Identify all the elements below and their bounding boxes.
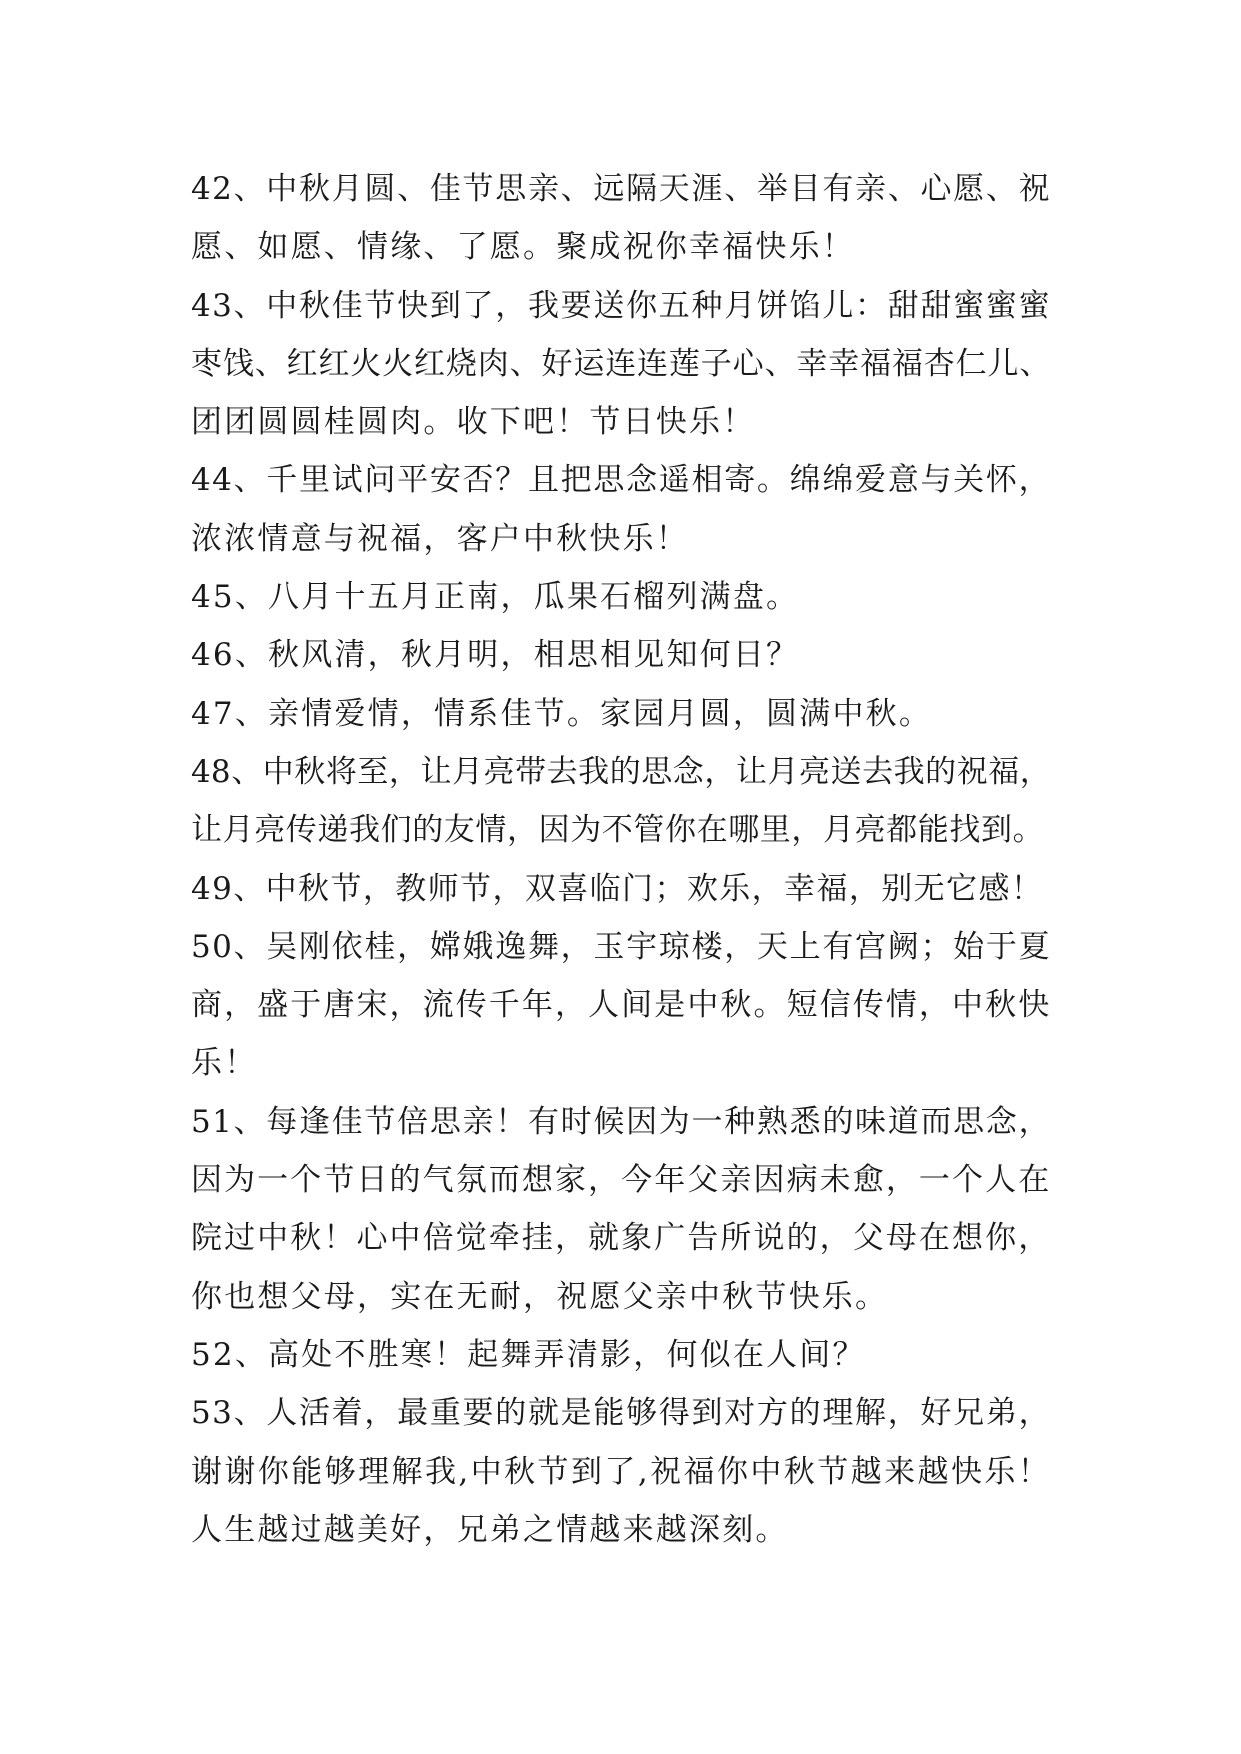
paragraph-47	[191, 685, 1051, 743]
paragraph-line: 人生越过越美好，兄弟之情越来越深刻。	[191, 1511, 789, 1548]
paragraph-line: 52、高处不胜寒！起舞弄清影，何似在人间？	[191, 1336, 866, 1373]
paragraph-line: 43、中秋佳节快到了，我要送你五种月饼馅儿：甜甜蜜蜜蜜	[191, 287, 1051, 324]
document-body	[191, 160, 1051, 1559]
paragraph-line: 45、八月十五月正南，瓜果石榴列满盘。	[191, 579, 800, 616]
paragraph-52	[191, 1326, 1051, 1384]
paragraph-line: 46、秋风清，秋月明，相思相见知何日？	[191, 637, 800, 674]
paragraph-line: 49、中秋节，教师节，双喜临门；欢乐，幸福，别无它感！	[191, 870, 1044, 907]
paragraph-48	[191, 743, 1051, 860]
paragraph-line: 团团圆圆桂圆肉。收下吧！节日快乐！	[191, 404, 756, 441]
paragraph-49	[191, 860, 1051, 918]
paragraph-53	[191, 1384, 1051, 1559]
paragraph-line: 44、千里试问平安否？且把思念遥相寄。绵绵爱意与关怀，	[191, 462, 1051, 499]
paragraph-51	[191, 1093, 1051, 1326]
paragraph-line: 浓浓情意与祝福，客户中秋快乐！	[191, 520, 689, 557]
paragraph-line: 院过中秋！心中倍觉牵挂，就象广告所说的，父母在想你，	[191, 1220, 1051, 1257]
paragraph-43	[191, 277, 1051, 452]
paragraph-line: 53、人活着，最重要的就是能够得到对方的理解，好兄弟，	[191, 1395, 1051, 1432]
paragraph-46	[191, 626, 1051, 684]
paragraph-line: 让月亮传递我们的友情，因为不管你在哪里，月亮都能找到。	[191, 812, 1045, 849]
paragraph-line: 谢谢你能够理解我,中秋节到了,祝福你中秋节越来越快乐！	[191, 1453, 1051, 1490]
paragraph-line: 乐！	[191, 1045, 258, 1082]
paragraph-50	[191, 918, 1051, 1093]
paragraph-line: 50、吴刚依桂，嫦娥逸舞，玉宇琼楼，天上有宫阙；始于夏	[191, 928, 1051, 965]
paragraph-42	[191, 160, 1051, 277]
paragraph-line: 你也想父母，实在无耐，祝愿父亲中秋节快乐。	[191, 1278, 889, 1315]
paragraph-45	[191, 568, 1051, 626]
paragraph-line: 48、中秋将至，让月亮带去我的思念，让月亮送去我的祝福，	[191, 753, 1051, 790]
paragraph-line: 因为一个节日的气氛而想家，今年父亲因病未愈，一个人在	[191, 1162, 1051, 1199]
paragraph-line: 商，盛于唐宋，流传千年，人间是中秋。短信传情，中秋快	[191, 987, 1051, 1024]
paragraph-line: 愿、如愿、情缘、了愿。聚成祝你幸福快乐！	[191, 229, 855, 266]
paragraph-line: 枣饯、红红火火红烧肉、好运连连莲子心、幸幸福福杏仁儿、	[191, 345, 1051, 382]
paragraph-line: 47、亲情爱情，情系佳节。家园月圆，圆满中秋。	[191, 695, 933, 732]
paragraph-44	[191, 451, 1051, 568]
paragraph-line: 42、中秋月圆、佳节思亲、远隔天涯、举目有亲、心愿、祝	[191, 171, 1051, 207]
paragraph-line: 51、每逢佳节倍思亲！有时候因为一种熟悉的味道而思念，	[191, 1103, 1051, 1140]
